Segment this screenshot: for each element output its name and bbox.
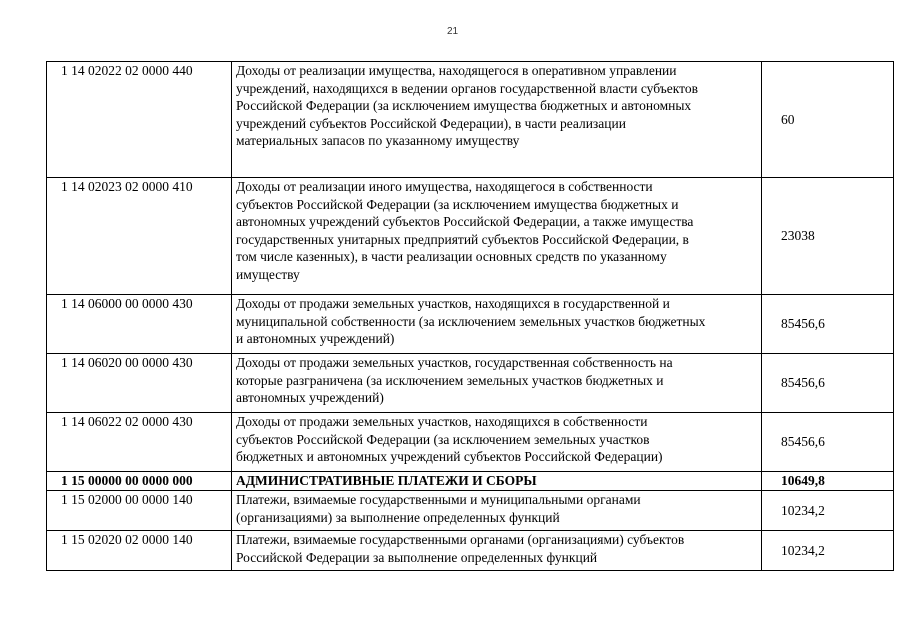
classification-code: 1 14 02022 02 0000 440: [47, 62, 232, 178]
table-row-section-total: [47, 472, 894, 491]
revenue-description: [232, 491, 762, 531]
classification-code: 1 15 02000 00 0000 140: [47, 491, 232, 531]
description-line: Платежи, взимаемые государственными и муниципальными органами: [236, 492, 641, 507]
revenue-amount: 60: [762, 62, 894, 178]
table-row: [47, 491, 894, 531]
classification-code: 1 15 02020 02 0000 140: [47, 531, 232, 571]
revenue-description: [232, 354, 762, 413]
description-line: (организациями) за выполнение определенных функций: [236, 509, 560, 525]
table-row: [47, 531, 894, 571]
classification-code: 1 14 06020 00 0000 430: [47, 354, 232, 413]
description-line: АДМИНИСТРАТИВНЫЕ ПЛАТЕЖИ И СБОРЫ: [236, 473, 537, 488]
description-line: Российской Федерации за выполнение определенных функций: [236, 549, 598, 565]
table-row: [47, 178, 894, 295]
description-line: субъектов Российской Федерации (за исключением имущества бюджетных и: [236, 196, 679, 212]
budget-revenue-table: [46, 61, 894, 571]
revenue-amount: 10234,2: [762, 491, 894, 531]
description-line: бюджетных и автономных учреждений субъектов Российской Федерации): [236, 449, 663, 464]
revenue-amount: 10649,8: [762, 472, 894, 491]
classification-code: 1 15 00000 00 0000 000: [47, 472, 232, 491]
revenue-description: [232, 295, 762, 354]
description-line: Доходы от продажи земельных участков, находящихся в государственной и: [236, 296, 670, 311]
description-line: Доходы от продажи земельных участков, находящихся в собственности: [236, 414, 648, 429]
description-line: Российской Федерации (за исключением имущества бюджетных и автономных: [236, 98, 692, 113]
revenue-amount: 85456,6: [762, 413, 894, 472]
description-line: которые разграничена (за исключением земельных участков бюджетных и: [236, 372, 664, 388]
budget-table-body: [47, 62, 894, 571]
revenue-description: [232, 413, 762, 472]
description-line: автономных учреждений): [236, 390, 384, 405]
table-row: [47, 62, 894, 178]
description-line: учреждений субъектов Российской Федерации), в части реализации: [236, 115, 626, 131]
description-line: материальных запасов по указанному имуществу: [236, 133, 520, 148]
description-line: муниципальной собственности (за исключением земельных участков бюджетных: [236, 313, 706, 329]
description-line: имуществу: [236, 266, 300, 282]
revenue-amount: 85456,6: [762, 354, 894, 413]
classification-code: 1 14 02023 02 0000 410: [47, 178, 232, 295]
classification-code: 1 14 06022 02 0000 430: [47, 413, 232, 472]
description-line: автономных учреждений субъектов Российской Федерации, а также имущества: [236, 214, 694, 229]
description-line: Доходы от реализации иного имущества, находящегося в собственности: [236, 179, 653, 194]
revenue-description: [232, 178, 762, 295]
revenue-description: [232, 531, 762, 571]
description-line: государственных унитарных предприятий субъектов Российской Федерации, в: [236, 231, 689, 247]
description-line: Доходы от реализации имущества, находящегося в оперативном управлении: [236, 63, 677, 78]
table-row: [47, 413, 894, 472]
description-line: учреждений, находящихся в ведении органов государственной власти субъектов: [236, 80, 698, 96]
classification-code: 1 14 06000 00 0000 430: [47, 295, 232, 354]
revenue-description: [232, 472, 762, 491]
revenue-description: [232, 62, 762, 178]
description-line: том числе казенных), в части реализации основных средств по указанному: [236, 249, 667, 264]
description-line: Доходы от продажи земельных участков, государственная собственность на: [236, 355, 673, 370]
description-line: Платежи, взимаемые государственными органами (организациями) субъектов: [236, 532, 685, 547]
table-row: [47, 295, 894, 354]
page-number: 21: [446, 26, 459, 37]
description-line: субъектов Российской Федерации (за исключением земельных участков: [236, 431, 650, 447]
revenue-amount: 85456,6: [762, 295, 894, 354]
table-row: [47, 354, 894, 413]
revenue-amount: 23038: [762, 178, 894, 295]
description-line: и автономных учреждений): [236, 331, 395, 346]
revenue-amount: 10234,2: [762, 531, 894, 571]
